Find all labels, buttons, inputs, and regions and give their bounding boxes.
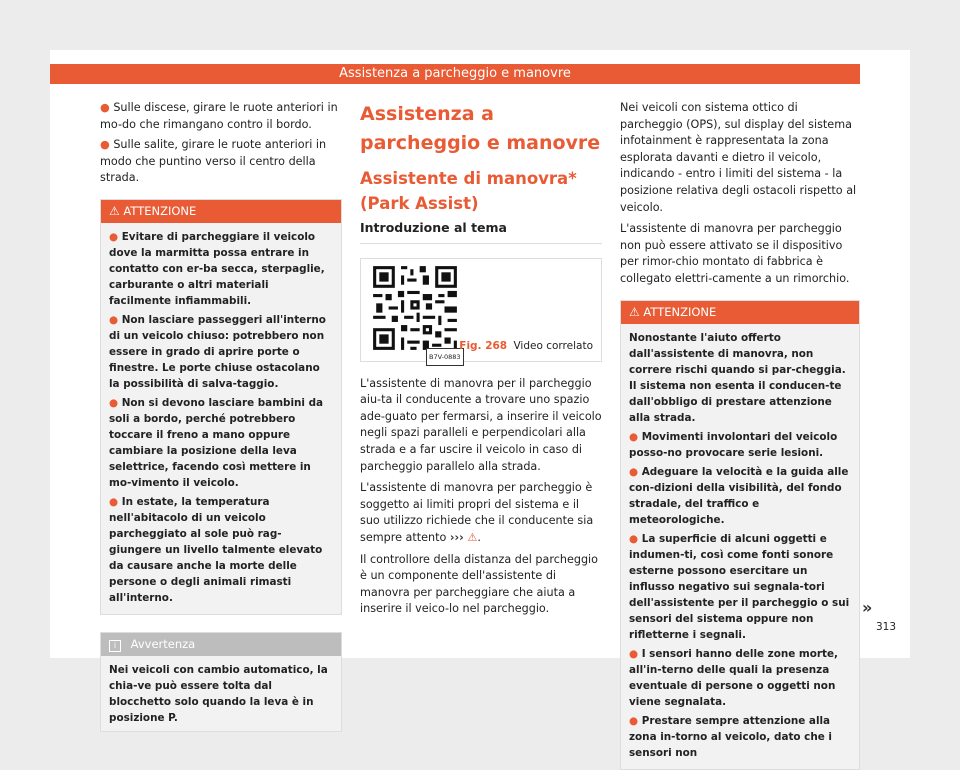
list-item: ● Non si devono lasciare bambini da soli a bordo, perché potrebbero toccare il freno a mano oppure cambiare la posizione della leva selettrice, facendo così mettere in mo-vimento il veicolo.: [109, 396, 324, 489]
warning-triangle-icon: ⚠: [467, 530, 478, 544]
page-header: Assistenza a parcheggio e manovre: [50, 64, 860, 84]
cross-reference-link[interactable]: ›››: [449, 530, 464, 544]
section-title: Assistenza a parcheggio e manovre: [360, 103, 601, 154]
bullet-icon: ●: [109, 495, 119, 508]
warning-header: ⚠ ATTENZIONE: [101, 200, 341, 223]
warning-body: [621, 324, 859, 769]
note-body: Nei veicoli con cambio automatico, la chia-ve può essere tolta dal blocchetto solo quando la leva è in posizione P.: [101, 656, 341, 731]
paragraph: L'assistente di manovra per parcheggio è soggetto ai limiti propri del sistema e il suo utilizzo richiede che il conducente sia sempre attento ››› ⚠.: [360, 481, 594, 544]
list-item: ● Non lasciare passeggeri all'interno di un veicolo chiuso: potrebbero non essere in grado di aprire porte o finestre. Le porte chiuse ostacolano la possibilità di salva-taggio.: [109, 313, 326, 390]
paragraph: L'assistente di manovra per parcheggio non può essere attivato se il dispositivo per rimor-chio montato di fabbrica è collegato elettri-camente a un rimorchio.: [620, 222, 850, 285]
column-left: [100, 100, 342, 732]
warning-intro: Nonostante l'aiuto offerto dall'assistente di manovra, non correre rischi quando si par-cheggia. Il sistema non esenta il conducen-te dall'obbligo di prestare attenzione alla strada.: [629, 331, 846, 424]
page-number: 313: [876, 621, 897, 633]
subsection-title: Assistente di manovra* (Park Assist): [360, 169, 577, 213]
list-item: ● La superficie di alcuni oggetti e indumen-ti, così come fonti sonore esterne possono esercitare un influsso negativo sui segnala-tori dell'assistente per il parcheggio o sui sensori del sistema oppure non rifletterne i segnali.: [629, 532, 850, 641]
bullet-icon: ●: [629, 465, 639, 478]
list-item: ● In estate, la temperatura nell'abitacolo di un veicolo parcheggiato al sole può rag-giungere un livello talmente elevato da causare anche la morte delle persone o degli animali rimasti all'interno.: [109, 495, 323, 604]
paragraph: Nei veicoli con sistema ottico di parcheggio (OPS), sul display del sistema infotainment è rappresentata la zona esplorata davanti e dietro il veicolo, indicando - entro i limiti del sistema - la posizione relativa degli ostacoli rispetto al veicolo.: [620, 101, 857, 214]
warning-body: [101, 223, 341, 614]
note-box: [100, 632, 342, 732]
warning-triangle-icon: ⚠: [629, 304, 640, 319]
bullet-icon: ●: [629, 532, 639, 545]
column-middle: [360, 100, 602, 623]
warning-box: [100, 199, 342, 615]
bullet-icon: ●: [109, 230, 119, 243]
figure-caption: Fig. 268 Video correlato: [459, 340, 593, 352]
list-item: ● I sensori hanno delle zone morte, all'in-terno delle quali la presenza eventuale di persone o oggetti non viene segnalata.: [629, 647, 838, 708]
list-item: ● Movimenti involontari del veicolo posso-no provocare serie lesioni.: [629, 430, 838, 459]
bullet-icon: ●: [109, 396, 119, 409]
bullet-icon: ●: [100, 101, 110, 114]
figure: [360, 258, 602, 362]
bullet-icon: ●: [629, 647, 639, 660]
list-item: ● Adeguare la velocità e la guida alle con-dizioni della visibilità, del fondo stradale, del traffico e meteorologiche.: [629, 465, 849, 526]
warning-triangle-icon: ⚠: [109, 203, 120, 218]
topic-title: Introduzione al tema: [360, 220, 602, 244]
continue-arrow-icon: »: [862, 598, 873, 617]
paragraph: Il controllore della distanza del parcheggio è un componente dell'assistente di manovra per parcheggiare che aiuta a inserire il veico-lo nel parcheggio.: [360, 552, 598, 616]
bullet-icon: ●: [109, 313, 119, 326]
paragraph: L'assistente di manovra per il parcheggio aiu-ta il conducente a trovare uno spazio ade-guato per fermarsi, a inserire il veicolo negli spazi paralleli e perpendicolari alla strada e a far uscire il veicolo in caso di parcheggio parallelo alla strada.: [360, 376, 602, 473]
warning-box: [620, 300, 860, 770]
list-item: ● Prestare sempre attenzione alla zona in-torno al veicolo, dato che i sensori non: [629, 714, 832, 759]
info-icon: i: [109, 640, 121, 652]
column-right: [620, 100, 860, 770]
list-item: ● Sulle discese, girare le ruote anteriori in mo-do che rimangano contro il bordo.: [100, 101, 338, 131]
bullet-icon: ●: [100, 138, 110, 152]
figure-code: B7V-0883: [426, 348, 464, 367]
bullet-icon: ●: [629, 430, 639, 443]
qr-code-icon[interactable]: [370, 263, 460, 353]
warning-header: ⚠ ATTENZIONE: [621, 301, 859, 324]
list-item: ● Evitare di parcheggiare il veicolo dove la marmitta possa entrare in contatto con er-ba secca, sterpaglie, carburante o altri materiali facilmente infiammabili.: [109, 230, 325, 307]
list-item: ● Sulle salite, girare le ruote anteriori in modo che puntino verso il centro della strada.: [100, 138, 327, 185]
note-header: i Avvertenza: [101, 633, 341, 656]
bullet-icon: ●: [629, 714, 639, 727]
figure-number: Fig. 268: [459, 340, 508, 352]
